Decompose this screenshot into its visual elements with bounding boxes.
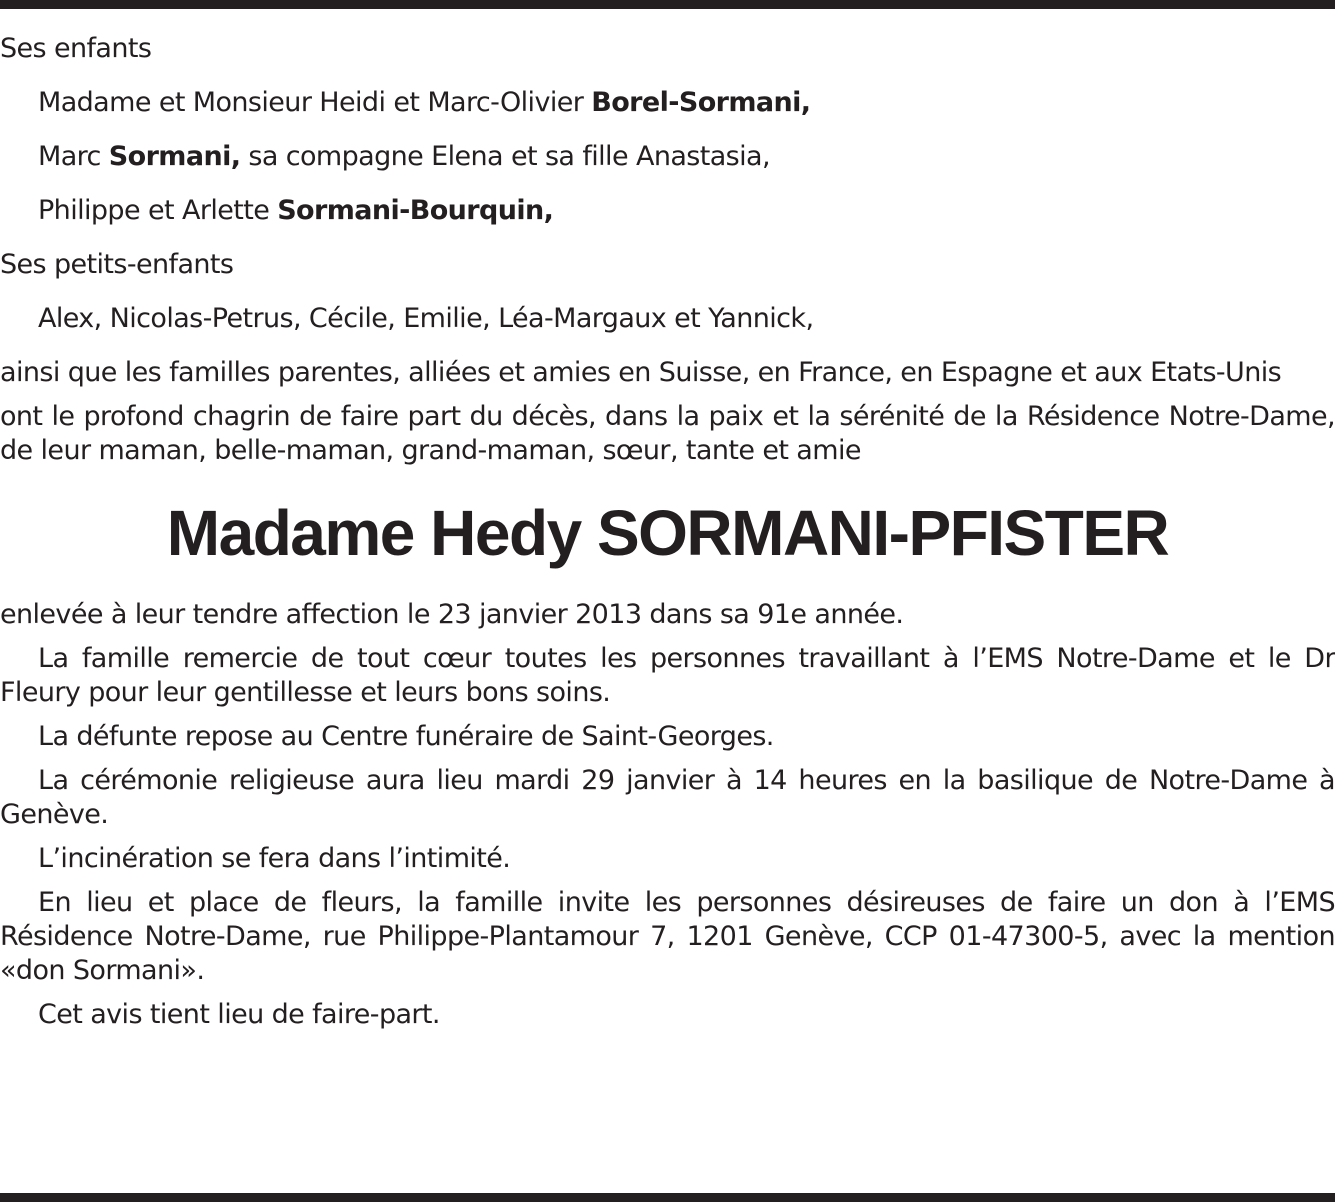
child-entry [0, 76, 1335, 130]
obituary-notice [0, 22, 1335, 1042]
child-entry-surname: Borel-Sormani, [591, 87, 811, 118]
deceased-name: Madame Hedy SORMANI-PFISTER [166, 497, 1169, 569]
grandchildren-heading: Ses petits-enfants [0, 249, 234, 280]
families-paragraph: ainsi que les familles parentes, alliées et amies en Suisse, en France, en Espagne et aux Etats-Unis [0, 357, 1282, 388]
incineration-paragraph: L’incinération se fera dans l’intimité. [38, 843, 511, 874]
bottom-border-rule [0, 1193, 1335, 1202]
closing-paragraph: Cet avis tient lieu de faire-part. [38, 999, 440, 1030]
thanks-paragraph: La famille remercie de tout cœur toutes les personnes travaillant à l’EMS Notre-Dame et le Dr Fleury pour leur gentillesse et leurs bons soins. [0, 643, 1335, 708]
top-border-rule [0, 0, 1335, 9]
death-info-paragraph: enlevée à leur tendre affection le 23 janvier 2013 dans sa 91e année. [0, 599, 904, 630]
announcement-paragraph: ont le profond chagrin de faire part du décès, dans la paix et la sérénité de la Résidence Notre-Dame, de leur maman, belle-maman, grand-maman, sœur, tante et amie [0, 401, 1335, 466]
children-heading: Ses enfants [0, 33, 152, 64]
grandchildren-entry: Alex, Nicolas-Petrus, Cécile, Emilie, Léa-Margaux et Yannick, [38, 303, 814, 334]
child-entry-text: Marc [38, 141, 109, 172]
child-entry [0, 184, 1335, 238]
child-entry-after: sa compagne Elena et sa fille Anastasia, [240, 141, 770, 172]
child-entry-text: Philippe et Arlette [38, 195, 278, 226]
child-entry-text: Madame et Monsieur Heidi et Marc-Olivier [38, 87, 592, 118]
child-entry-surname: Sormani-Bourquin, [277, 195, 554, 226]
ceremony-paragraph: La cérémonie religieuse aura lieu mardi 29 janvier à 14 heures en la basilique de Notre-Dame à Genève. [0, 765, 1335, 830]
child-entry-surname: Sormani, [108, 141, 241, 172]
child-entry [0, 130, 1335, 184]
rest-place-paragraph: La défunte repose au Centre funéraire de Saint-Georges. [38, 721, 774, 752]
donation-paragraph: En lieu et place de fleurs, la famille invite les personnes désireuses de faire un don à l’EMS Résidence Notre-Dame, rue Philippe-Plantamour 7, 1201 Genève, CCP 01-47300-5, avec la mention «don Sormani». [0, 887, 1335, 986]
